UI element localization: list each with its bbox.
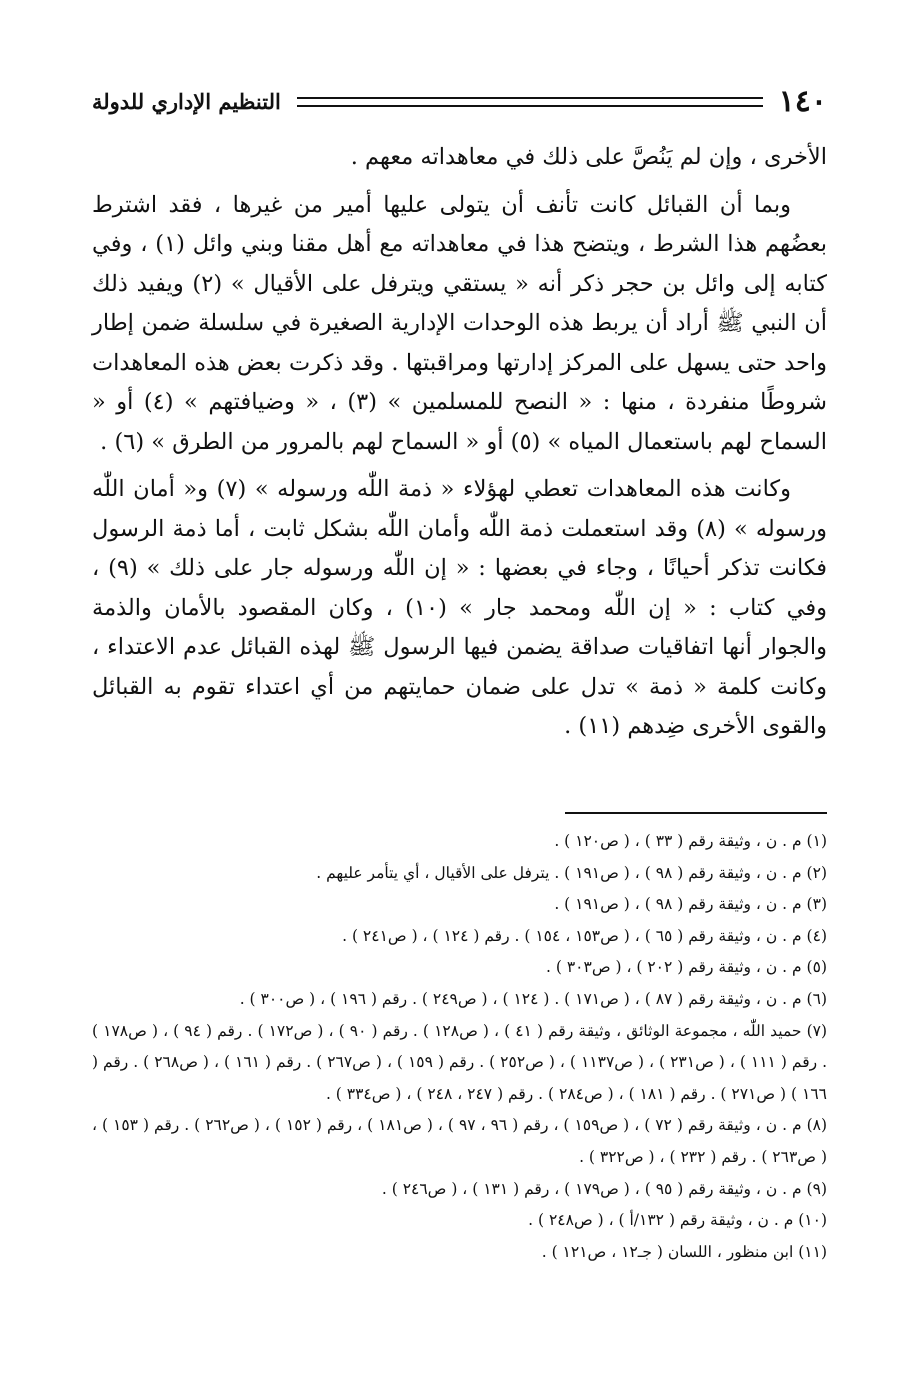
footnote-separator xyxy=(565,812,827,814)
header-double-rule xyxy=(297,97,763,107)
footnotes xyxy=(92,826,827,1268)
paragraph: وكانت هذه المعاهدات تعطي لهؤلاء « ذمة اللّٰه ورسوله » (٧) و« أمان اللّٰه ورسوله » (٨) وقد استعملت ذمة اللّٰه وأمان اللّٰه بشكل ثابت ، أما ذمة الرسول فكانت تذكر أحيانًا ، وجاء في بعضها : « إن اللّٰه ورسوله جار على ذلك » (٩) ، وفي كتاب : « إن اللّٰه ومحمد جار » (١٠) ، وكان المقصود بالأمان والذمة والجوار أنها اتفاقيات صداقة يضمن فيها الرسول ﷺ لهذه القبائل عدم الاعتداء ، وكانت كلمة « ذمة » تدل على ضمان حمايتهم من أي اعتداء تقوم به القبائل والقوى الأخرى ضِدهم (١١) . xyxy=(92,476,827,739)
footnote: (٨) م . ن ، وثيقة رقم ( ٧٢ ) ، ( ص١٥٩ ) ، رقم ( ٩٦ ، ٩٧ ) ، ( ص١٨١ ) ، رقم ( ١٥٢ ) ، ( ص٢٦٢ ) . رقم ( ١٥٣ ) ، ( ص٢٦٣ ) . رقم ( ٢٣٢ ) ، ( ص٣٢٢ ) . xyxy=(92,1116,828,1166)
running-title: التنظيم الإداري للدولة xyxy=(92,89,281,114)
footnote: (٣) م . ن ، وثيقة رقم ( ٩٨ ) ، ( ص١٩١ ) . xyxy=(554,895,827,914)
footnote: (١٠) م . ن ، وثيقة رقم ( ١٣٢/أ ) ، ( ص٢٤٨ ) . xyxy=(528,1211,827,1230)
paragraph-continuation: الأخرى ، وإن لم يَنُصَّ على ذلك في معاهداته معهم . xyxy=(350,144,827,170)
footnote: (٥) م . ن ، وثيقة رقم ( ٢٠٢ ) ، ( ص٣٠٣ ) . xyxy=(546,958,827,977)
footnote: (٦) م . ن ، وثيقة رقم ( ٨٧ ) ، ( ص١٧١ ) . ( ١٢٤ ) ، ( ص٢٤٩ ) . رقم ( ١٩٦ ) ، ( ص٣٠٠ ) . xyxy=(239,989,827,1008)
page-header xyxy=(92,82,827,122)
footnote: (٤) م . ن ، وثيقة رقم ( ٦٥ ) ، ( ص١٥٣ ، ١٥٤ ) . رقم ( ١٢٤ ) ، ( ص٢٤١ ) . xyxy=(342,926,827,945)
footnote: (١١) ابن منظور ، اللسان ( جـ١٢ ، ص١٢١ ) . xyxy=(541,1242,827,1261)
footnote: (٧) حميد اللّٰه ، مجموعة الوثائق ، وثيقة رقم ( ٤١ ) ، ( ص١٢٨ ) . رقم ( ٩٠ ) ، ( ص١٧٢ ) . رقم ( ٩٤ ) ، ( ص١٧٨ ) . رقم ( ١١١ ) ، ( ص٢٣١ ) ، ( ص١١٣٧ ) ، ( ص٢٥٢ ) . رقم ( ١٥٩ ) ، ( ص٢٦٧ ) . رقم ( ١٦١ ) ، ( ص٢٦٨ ) . رقم ( ١٦٦ ) ( ص٢٧١ ) . رقم ( ١٨١ ) ، ( ص٢٨٤ ) . رقم ( ٢٤٧ ، ٢٤٨ ) ، ( ص٣٣٤ ) . xyxy=(92,1021,828,1103)
footnote: (١) م . ن ، وثيقة رقم ( ٣٣ ) ، ( ص١٢٠ ) . xyxy=(554,832,827,850)
main-text xyxy=(92,138,827,755)
page-number: ١٤٠ xyxy=(778,84,827,119)
footnote: (٢) م . ن ، وثيقة رقم ( ٩٨ ) ، ( ص١٩١ ) . يترفل على الأقيال ، أي يتأمر عليهم . xyxy=(316,863,827,882)
footnote: (٩) م . ن ، وثيقة رقم ( ٩٥ ) ، ( ص١٧٩ ) ، رقم ( ١٣١ ) ، ( ص٢٤٦ ) . xyxy=(381,1179,827,1198)
paragraph: وبما أن القبائل كانت تأنف أن يتولى عليها أمير من غيرها ، فقد اشترط بعضُهم هذا الشرط ، ويتضح هذا في معاهداته مع أهل مقنا وبني وائل (١) ، وفي كتابه إلى وائل بن حجر ذكر أنه « يستقي ويترفل على الأقيال » (٢) ويفيد ذلك أن النبي ﷺ أراد أن يربط هذه الوحدات الإدارية الصغيرة في سلسلة ضمن إطار واحد حتى يسهل على المركز إدارتها ومراقبتها . وقد ذكرت بعض هذه المعاهدات شروطًا منفردة ، منها : « النصح للمسلمين » (٣) ، « وضيافتهم » (٤) أو « السماح لهم باستعمال المياه » (٥) أو « السماح لهم بالمرور من الطرق » (٦) . xyxy=(92,191,828,455)
